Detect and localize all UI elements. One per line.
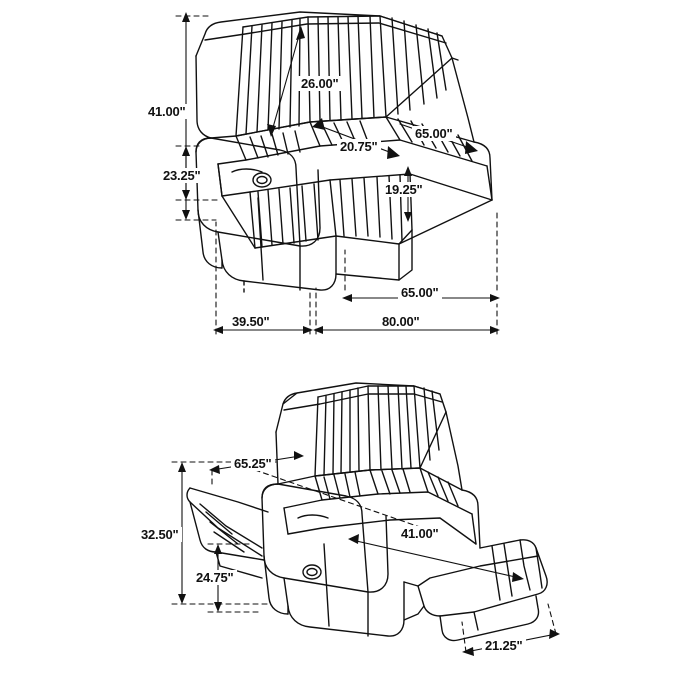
dim-loveseat-footrest-height: 21.25"	[482, 638, 526, 653]
dim-sofa-seat-back-height: 26.00"	[298, 76, 342, 91]
dim-loveseat-width: 65.25"	[231, 456, 275, 471]
dim-sofa-depth: 39.50"	[229, 314, 273, 329]
dim-loveseat-extended-depth: 41.00"	[398, 526, 442, 541]
dim-sofa-height-overall: 41.00"	[145, 104, 189, 119]
dim-sofa-seat-width: 65.00"	[412, 126, 456, 141]
dim-loveseat-height-overall: 32.50"	[138, 527, 182, 542]
dim-sofa-seat-height: 19.25"	[382, 182, 426, 197]
dim-sofa-overall-width: 80.00"	[379, 314, 423, 329]
dim-sofa-arm-height: 23.25"	[160, 168, 204, 183]
dim-loveseat-arm-height: 24.75"	[193, 570, 237, 585]
dim-sofa-inner-width: 65.00"	[398, 285, 442, 300]
dim-sofa-seat-depth: 20.75"	[337, 139, 381, 154]
